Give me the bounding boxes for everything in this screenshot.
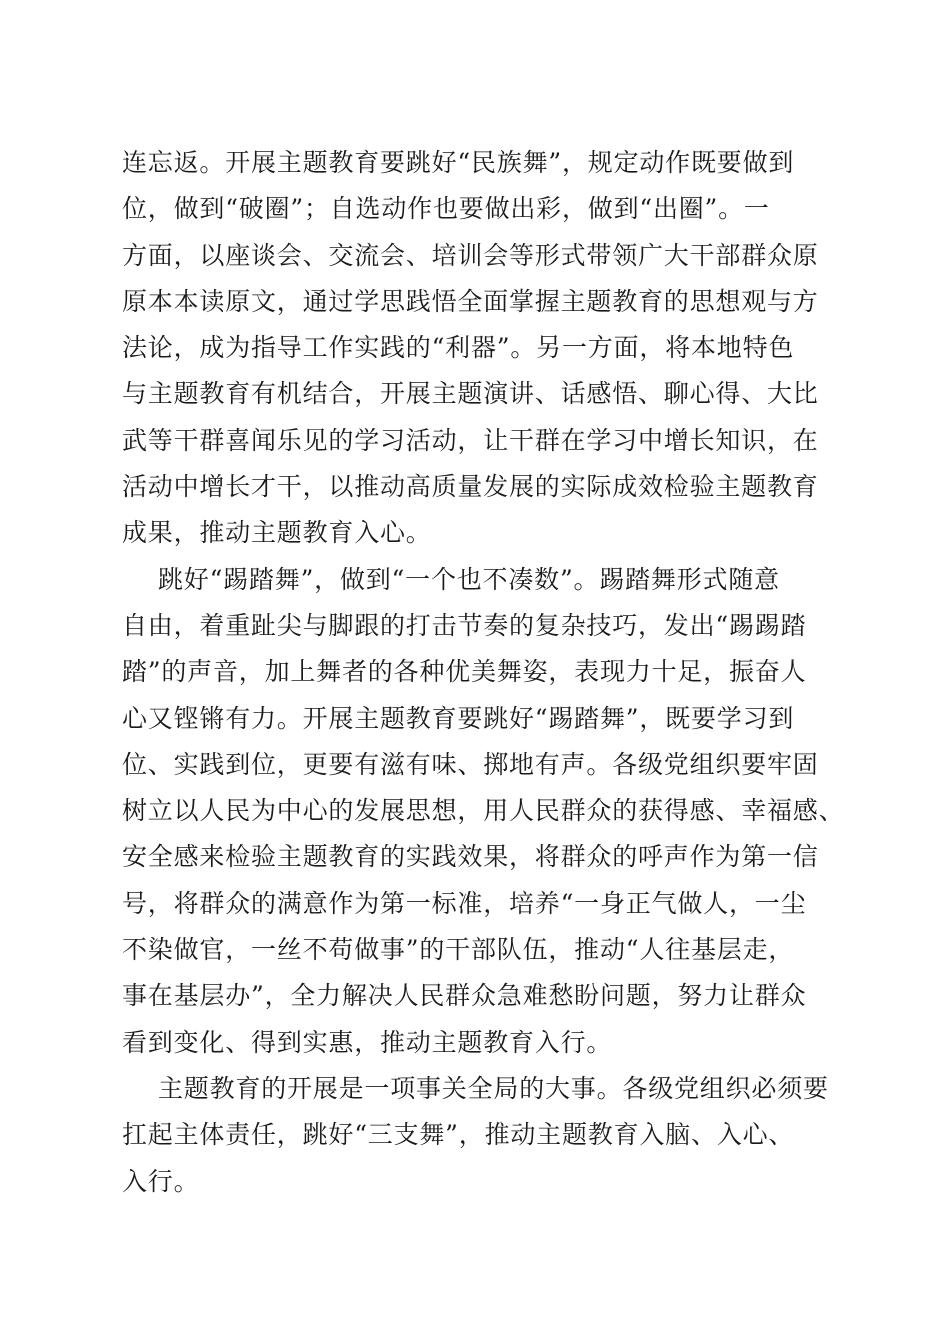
paragraph-line: 主题教育的开展是一项事关全局的大事。各级党组织必须要	[158, 1073, 829, 1103]
paragraph-line: 连忘返。开展主题教育要跳好“民族舞”，规定动作既要做到	[122, 148, 795, 177]
paragraph-line: 活动中增长才干，以推动高质量发展的实际成效检验主题教育	[122, 472, 819, 502]
paragraph-line: 不染做官，一丝不苟做事”的干部队伍，推动“人往基层走，	[122, 935, 795, 965]
paragraph-line: 位，做到“破圈”；自选动作也要做出彩，做到“出圈”。一	[122, 194, 770, 224]
paragraph-line: 位、实践到位，更要有滋有味、掷地有声。各级党组织要牢固	[122, 749, 819, 779]
paragraph-line: 心又铿锵有力。开展主题教育要跳好“踢踏舞”，既要学习到	[122, 703, 795, 733]
paragraph-line: 与主题教育有机结合，开展主题演讲、话感悟、聊心得、大比	[122, 379, 819, 409]
document-body	[122, 140, 845, 1205]
paragraph-line: 原本本读原文，通过学思践悟全面掌握主题教育的思想观与方	[122, 286, 819, 316]
paragraph-line: 武等干群喜闻乐见的学习活动，让干群在学习中增长知识，在	[122, 425, 819, 455]
paragraph-line: 安全感来检验主题教育的实践效果，将群众的呼声作为第一信	[122, 842, 819, 872]
paragraph-line: 跳好“踢踏舞”，做到“一个也不凑数”。踢踏舞形式随意	[158, 564, 780, 594]
paragraph-line: 事在基层办”，全力解决人民群众急难愁盼问题，努力让群众	[122, 981, 807, 1011]
paragraph-line: 号，将群众的满意作为第一标准，培养“一身正气做人，一尘	[122, 888, 807, 918]
paragraph-line: 方面，以座谈会、交流会、培训会等形式带领广大干部群众原	[122, 240, 819, 270]
paragraph-line: 成果，推动主题教育入心。	[122, 518, 432, 548]
paragraph-1	[122, 140, 834, 557]
paragraph-2	[122, 557, 845, 1066]
paragraph-line: 树立以人民为中心的发展思想，用人民群众的获得感、幸福感、	[122, 796, 845, 826]
paragraph-line: 扛起主体责任，跳好“三支舞”，推动主题教育入脑、入心、	[122, 1120, 795, 1150]
paragraph-line: 法论，成为指导工作实践的“利器”。另一方面，将本地特色	[122, 333, 795, 363]
paragraph-line: 入行。	[122, 1166, 200, 1196]
paragraph-3	[122, 1066, 834, 1205]
paragraph-line: 自由，着重趾尖与脚跟的打击节奏的复杂技巧，发出“踢踢踏	[122, 610, 807, 640]
paragraph-line: 踏”的声音，加上舞者的各种优美舞姿，表现力十足，振奋人	[122, 657, 807, 687]
paragraph-line: 看到变化、得到实惠，推动主题教育入行。	[122, 1027, 613, 1057]
